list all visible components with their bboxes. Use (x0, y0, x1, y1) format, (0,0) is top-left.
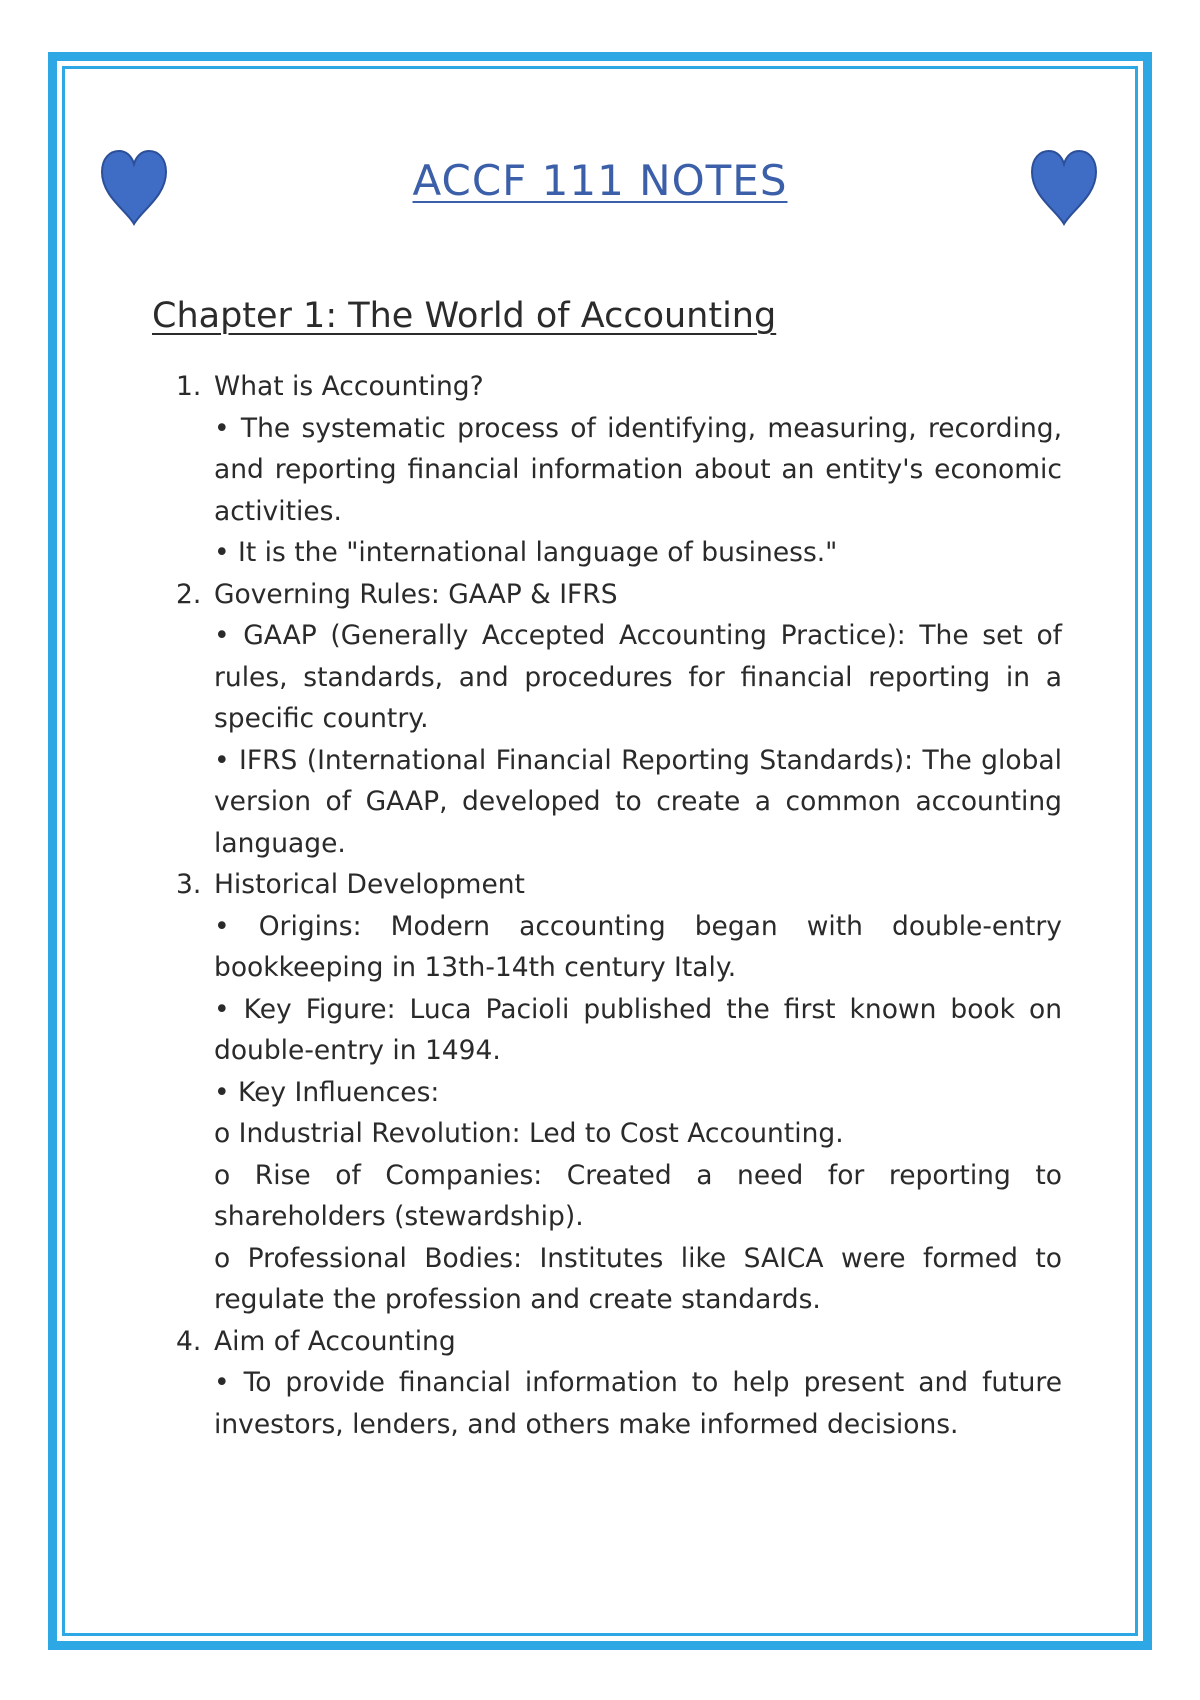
chapter-heading-text: Chapter 1: The World of Accounting (152, 296, 777, 336)
sub-bullet-item: o Rise of Companies: Created a need for reporting to shareholders (stewardship). (214, 1159, 1062, 1232)
section-4 (176, 1321, 1062, 1446)
bullet-item: • Origins: Modern accounting began with double-entry bookkeeping in 13th-14th century Italy. (214, 910, 1062, 983)
section-number: 4. (176, 1325, 202, 1357)
notes-list (176, 366, 1062, 1445)
section-number: 1. (176, 371, 202, 402)
bullet-item: • Key Figure: Luca Pacioli published the first known book on double-entry in 1494. (214, 993, 1062, 1066)
sub-bullet-item: o Industrial Revolution: Led to Cost Accounting. (214, 1118, 844, 1149)
bullet-item: • Key Influences: (214, 1076, 440, 1108)
section-heading-text: Governing Rules: GAAP & IFRS (214, 578, 618, 610)
section-heading (176, 366, 1062, 408)
section-number: 3. (176, 869, 202, 900)
page-title-text: ACCF 111 NOTES (412, 156, 788, 205)
sub-bullet-item: o Professional Bodies: Institutes like SAICA were formed to regulate the profession and create standards. (214, 1242, 1062, 1315)
section-heading-text: Historical Development (214, 869, 525, 900)
bullet-item: • The systematic process of identifying, measuring, recording, and reporting financial information about an entity's economic activities. (214, 412, 1062, 527)
page-title (0, 156, 1200, 205)
section-number: 2. (176, 578, 202, 610)
section-1 (176, 366, 1062, 574)
section-heading (176, 574, 1062, 616)
chapter-heading (152, 296, 776, 336)
bullet-item: • GAAP (Generally Accepted Accounting Practice): The set of rules, standards, and procedures for financial reporting in a specific country. (214, 620, 1062, 734)
bullet-item: • IFRS (International Financial Reporting Standards): The global version of GAAP, developed to create a common accounting language. (214, 744, 1062, 859)
section-heading (176, 864, 1062, 906)
section-heading-text: Aim of Accounting (214, 1325, 456, 1357)
section-2 (176, 574, 1062, 865)
bullet-item: • To provide financial information to help present and future investors, lenders, and others make informed decisions. (214, 1367, 1062, 1440)
section-3 (176, 864, 1062, 1321)
bullet-item: • It is the "international language of business." (214, 537, 838, 568)
section-heading (176, 1321, 1062, 1363)
section-heading-text: What is Accounting? (214, 371, 484, 402)
